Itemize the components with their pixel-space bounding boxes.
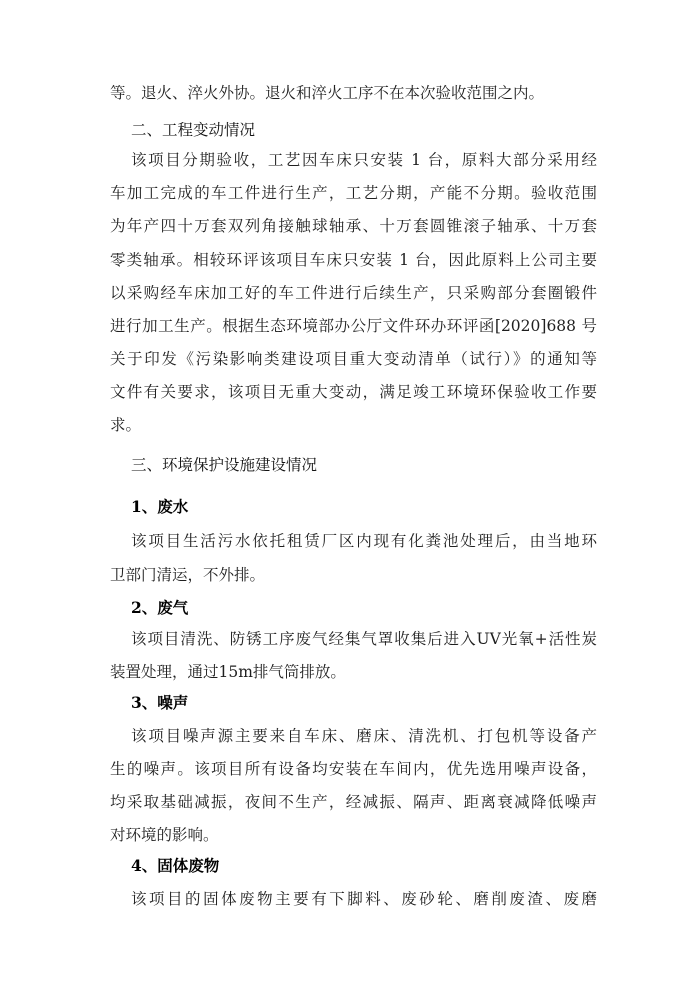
paragraph-line: 进行加工生产。根据生态环境部办公厅文件环办环评函[2020]688 号 [110, 317, 597, 335]
paragraph-line: 均采取基础减振，夜间不生产，经减振、隔声、距离衰减降低噪声 [110, 793, 597, 811]
paragraph-line: 求。 [110, 416, 142, 434]
paragraph-line: 该项目清洗、防锈工序废气经集气罩收集后进入UV光氧+活性炭 [131, 630, 597, 648]
subsection-title-noise: 3、噪声 [131, 693, 189, 712]
paragraph-line: 生的噪声。该项目所有设备均安装在车间内，优先选用噪声设备， [110, 760, 597, 778]
paragraph-line: 该项目生活污水依托租赁厂区内现有化粪池处理后，由当地环 [131, 532, 597, 550]
paragraph-line: 为年产四十万套双列角接触球轴承、十万套圆锥滚子轴承、十万套 [110, 217, 597, 235]
subsection-title-wastewater: 1、废水 [131, 497, 189, 516]
opening-line: 等。退火、淬火外协。退火和淬火工序不在本次验收范围之内。 [110, 84, 545, 102]
subsection-title-waste-gas: 2、废气 [131, 598, 189, 617]
paragraph-line: 关于印发《污染影响类建设项目重大变动清单（试行）》的通知等 [110, 350, 597, 368]
paragraph-line: 对环境的影响。 [110, 826, 219, 844]
subsection-title-solid-waste: 4、固体废物 [131, 856, 220, 875]
paragraph-line: 车加工完成的车工件进行生产，工艺分期，产能不分期。验收范围 [110, 184, 597, 202]
paragraph-line: 零类轴承。相较环评该项目车床只安装 1 台，因此原料上公司主要 [110, 251, 597, 269]
paragraph-line: 该项目分期验收，工艺因车床只安装 1 台，原料大部分采用经 [131, 151, 597, 169]
paragraph-line: 装置处理，通过15m排气筒排放。 [110, 663, 346, 681]
paragraph-line: 文件有关要求，该项目无重大变动，满足竣工环境环保验收工作要 [110, 383, 597, 401]
paragraph-line: 该项目噪声源主要来自车床、磨床、清洗机、打包机等设备产 [131, 727, 597, 745]
section-heading-project-changes: 二、工程变动情况 [131, 121, 256, 139]
paragraph-line: 卫部门清运，不外排。 [110, 566, 266, 584]
paragraph-line: 以采购经车床加工好的车工件进行后续生产，只采购部分套圈锻件 [110, 284, 597, 302]
section-heading-environmental-facilities: 三、环境保护设施建设情况 [131, 456, 318, 474]
paragraph-line: 该项目的固体废物主要有下脚料、废砂轮、磨削废渣、废磨 [131, 890, 597, 908]
